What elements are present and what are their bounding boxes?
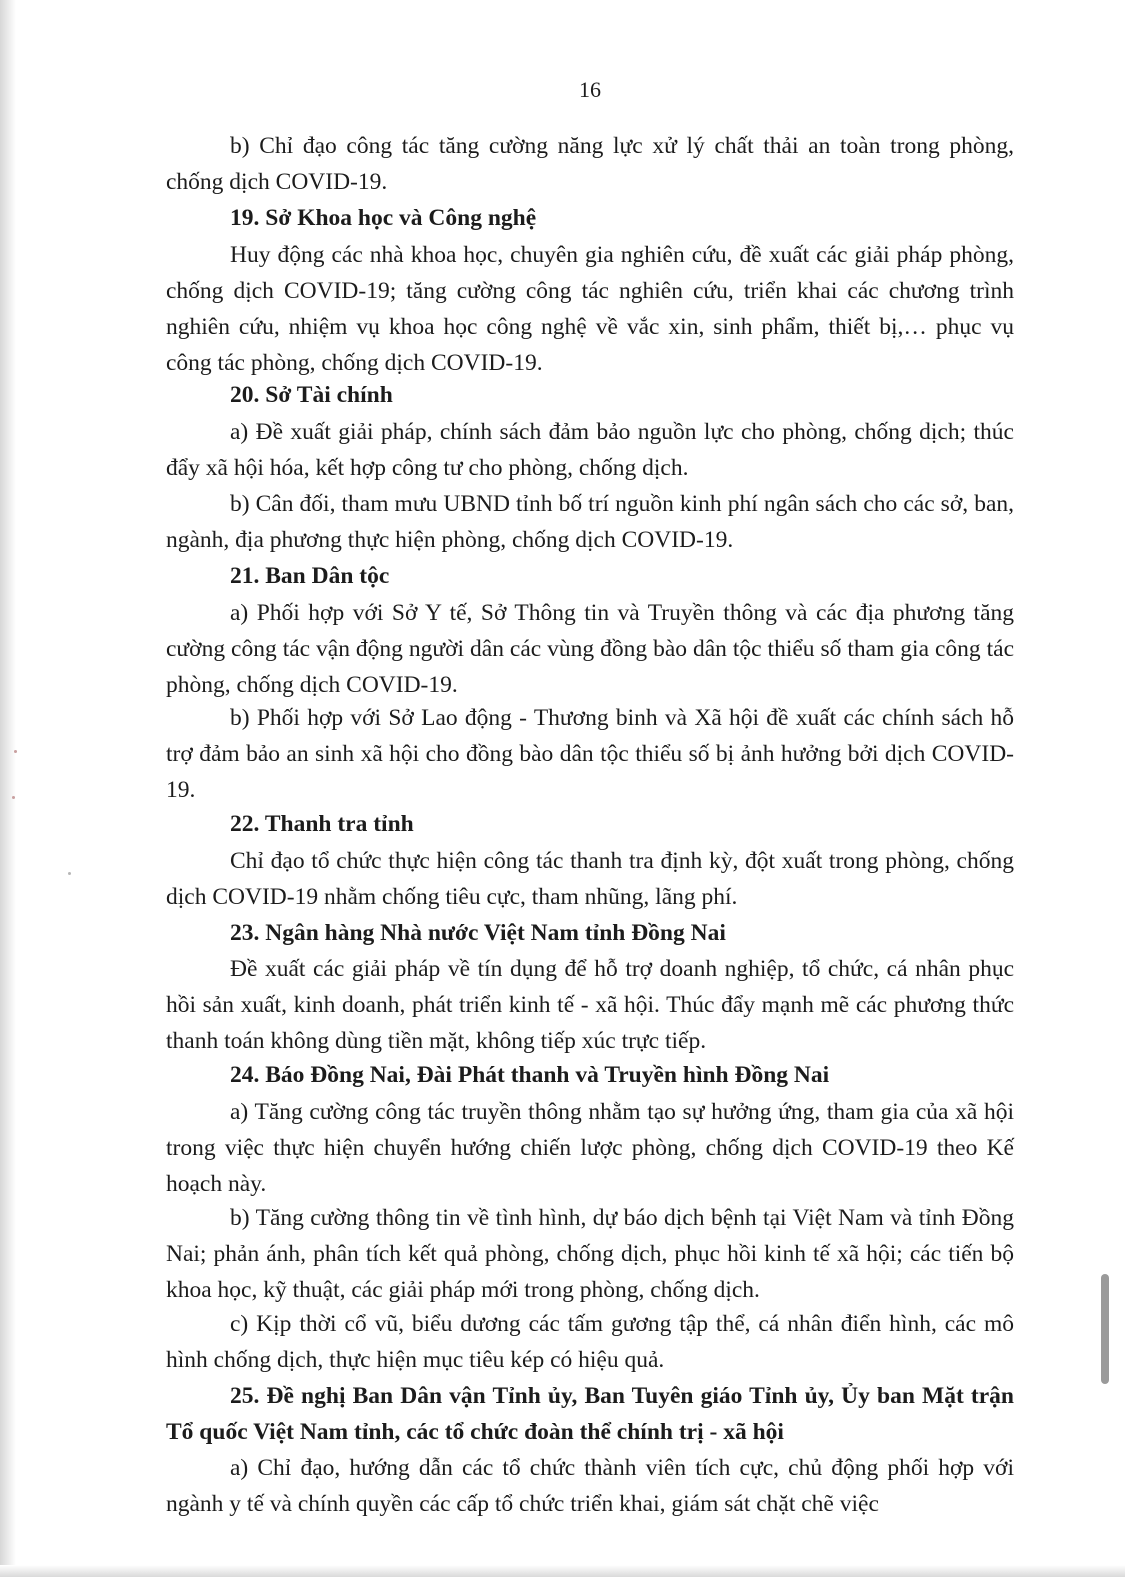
section-heading-21: 21. Ban Dân tộc — [230, 563, 390, 589]
paragraph: b) Cân đối, tham mưu UBND tỉnh bố trí nguồn kinh phí ngân sách cho các sở, ban, ngành, địa phương thực hiện phòng, chống dịch COVID-19. — [166, 491, 1014, 553]
paragraph: c) Kịp thời cổ vũ, biểu dương các tấm gương tập thể, cá nhân điển hình, các mô hình chống dịch, thực hiện mục tiêu kép có hiệu quả. — [166, 1311, 1014, 1373]
scan-speck — [12, 796, 15, 799]
paragraph: Huy động các nhà khoa học, chuyên gia nghiên cứu, đề xuất các giải pháp phòng, chống dịch COVID-19; tăng cường công tác nghiên cứu, triển khai các chương trình nghiên cứu, nhiệm vụ khoa học công nghệ về vắc xin, sinh phẩm, thiết bị,… phục vụ công tác phòng, chống dịch COVID-19. — [166, 242, 1014, 376]
paragraph: a) Phối hợp với Sở Y tế, Sở Thông tin và Truyền thông và các địa phương tăng cường công tác vận động người dân các vùng đồng bào dân tộc thiểu số tham gia công tác phòng, chống dịch COVID-19. — [166, 600, 1014, 698]
paragraph: Chỉ đạo tổ chức thực hiện công tác thanh tra định kỳ, đột xuất trong phòng, chống dịch COVID-19 nhằm chống tiêu cực, tham nhũng, lãng phí. — [166, 848, 1014, 910]
scan-speck — [68, 872, 71, 875]
section-heading-19: 19. Sở Khoa học và Công nghệ — [230, 205, 537, 231]
paragraph: Đề xuất các giải pháp về tín dụng để hỗ trợ doanh nghiệp, tổ chức, cá nhân phục hồi sản xuất, kinh doanh, phát triển kinh tế - xã hội. Thúc đẩy mạnh mẽ các phương thức thanh toán không dùng tiền mặt, không tiếp xúc trực tiếp. — [166, 956, 1014, 1054]
scan-speck — [14, 750, 17, 753]
section-heading-22: 22. Thanh tra tỉnh — [230, 811, 414, 837]
paragraph: b) Phối hợp với Sở Lao động - Thương binh và Xã hội đề xuất các chính sách hỗ trợ đảm bảo an sinh xã hội cho đồng bào dân tộc thiểu số bị ảnh hưởng bởi dịch COVID-19. — [166, 705, 1014, 803]
page-number: 16 — [579, 77, 601, 102]
paragraph: a) Tăng cường công tác truyền thông nhằm tạo sự hưởng ứng, tham gia của xã hội trong việc thực hiện chuyển hướng chiến lược phòng, chống dịch COVID-19 theo Kế hoạch này. — [166, 1099, 1014, 1197]
vertical-scrollbar-thumb[interactable] — [1101, 1274, 1109, 1384]
page-left-shadow — [0, 0, 16, 1577]
section-heading-20: 20. Sở Tài chính — [230, 382, 393, 408]
page-bottom-shadow — [0, 1565, 1125, 1577]
paragraph: a) Đề xuất giải pháp, chính sách đảm bảo nguồn lực cho phòng, chống dịch; thúc đẩy xã hội hóa, kết hợp công tư cho phòng, chống dịch. — [166, 419, 1014, 481]
section-heading-25: 25. Đề nghị Ban Dân vận Tỉnh ủy, Ban Tuyên giáo Tỉnh ủy, Ủy ban Mặt trận Tổ quốc Việt Nam tỉnh, các tổ chức đoàn thể chính trị - xã hội — [166, 1383, 1014, 1445]
section-heading-24: 24. Báo Đồng Nai, Đài Phát thanh và Truyền hình Đồng Nai — [230, 1062, 830, 1088]
paragraph: a) Chỉ đạo, hướng dẫn các tổ chức thành viên tích cực, chủ động phối hợp với ngành y tế và chính quyền các cấp tổ chức triển khai, giám sát chặt chẽ việc — [166, 1455, 1014, 1517]
paragraph: b) Tăng cường thông tin về tình hình, dự báo dịch bệnh tại Việt Nam và tỉnh Đồng Nai; phản ánh, phân tích kết quả phòng, chống dịch, phục hồi kinh tế xã hội; các tiến bộ khoa học, kỹ thuật, các giải pháp mới trong phòng, chống dịch. — [166, 1205, 1014, 1303]
paragraph: b) Chỉ đạo công tác tăng cường năng lực xử lý chất thải an toàn trong phòng, chống dịch COVID-19. — [166, 133, 1014, 195]
section-heading-23: 23. Ngân hàng Nhà nước Việt Nam tỉnh Đồng Nai — [230, 920, 726, 946]
